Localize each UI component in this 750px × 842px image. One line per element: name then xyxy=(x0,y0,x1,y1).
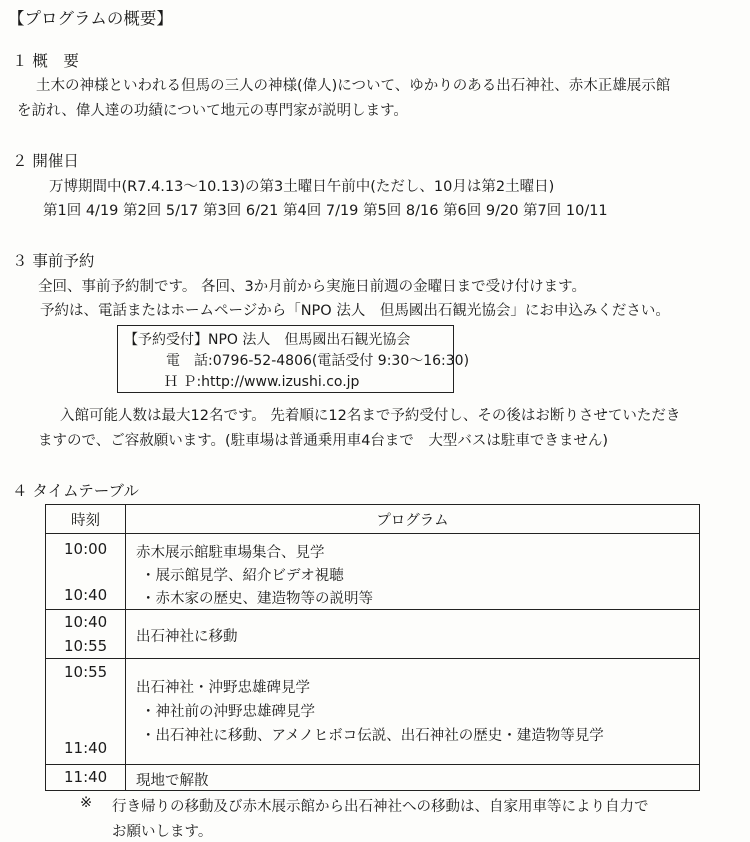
row-start-time: 10:40 xyxy=(64,613,108,631)
table-row xyxy=(46,534,700,610)
note-mark: ※ xyxy=(80,795,93,811)
capacity-line-1: 入館可能人数は最大12名です。 先着順に12名まで予約受付し、その後はお断りさせていただき xyxy=(60,408,681,424)
row-program-item: ・展示館見学、紹介ビデオ視聴 xyxy=(141,568,344,584)
row-program-item: ・赤木家の歴史、建造物等の説明等 xyxy=(141,591,373,607)
reservation-contact-box xyxy=(117,325,470,393)
dates-heading: ２ 開催日 xyxy=(12,152,79,170)
table-row xyxy=(46,659,700,765)
table-row xyxy=(46,610,700,659)
reservation-heading: ３ 事前予約 xyxy=(12,252,95,270)
time-column-header: 時刻 xyxy=(46,505,126,534)
page-title: 【プログラムの概要】 xyxy=(8,9,173,28)
row-start-time: 10:00 xyxy=(64,540,108,558)
reservation-line-2: 予約は、電話またはホームページから「NPO 法人 但馬國出石観光協会」にお申込みください。 xyxy=(40,303,670,319)
contact-website[interactable]: Ｈ Ｐ:http://www.izushi.co.jp xyxy=(164,374,360,390)
row-end-time: 10:55 xyxy=(64,637,108,655)
table-row xyxy=(46,765,700,791)
row-program-item: ・出石神社に移動、アメノヒボコ伝説、出石神社の歴史・建造物等見学 xyxy=(141,728,604,744)
note-line-1: 行き帰りの移動及び赤木展示館から出石神社への移動は、自家用車等により自力で xyxy=(112,799,649,815)
row-start-time: 10:55 xyxy=(64,663,108,681)
row-start-time: 11:40 xyxy=(64,768,108,786)
overview-line-1: 土木の神様といわれる但馬の三人の神様(偉人)について、ゆかりのある出石神社、赤木正雄展示館 xyxy=(36,78,671,94)
timetable-heading: ４ タイムテーブル xyxy=(12,482,139,500)
row-end-time: 10:40 xyxy=(64,586,108,604)
dates-schedule: 第1回 4/19 第2回 5/17 第3回 6/21 第4回 7/19 第5回 8/16 第6回 9/20 第7回 10/11 xyxy=(43,203,608,219)
contact-phone: 電 話:0796-52-4806(電話受付 9:30～16:30) xyxy=(166,353,470,369)
row-end-time: 11:40 xyxy=(64,739,108,757)
contact-label: 【予約受付】NPO 法人 但馬國出石観光協会 xyxy=(124,332,411,348)
overview-heading: １ 概 要 xyxy=(12,52,79,70)
row-program-item: ・神社前の沖野忠雄碑見学 xyxy=(141,704,315,720)
note-line-2: お願いします。 xyxy=(112,824,213,840)
row-program-title: 出石神社に移動 xyxy=(136,629,238,645)
row-program-title: 赤木展示館駐車場集合、見学 xyxy=(136,545,325,561)
capacity-line-2: ますので、ご容赦願います。(駐車場は普通乗用車4台まで 大型バスは駐車できません) xyxy=(38,433,609,449)
row-program-title: 現地で解散 xyxy=(136,773,209,789)
timetable-header-row xyxy=(46,505,700,534)
dates-period: 万博期間中(R7.4.13～10.13)の第3土曜日午前中(ただし、10月は第2土曜日) xyxy=(49,179,555,195)
overview-line-2: を訪れ、偉人達の功績について地元の専門家が説明します。 xyxy=(17,103,408,119)
reservation-line-1: 全回、事前予約制です。 各回、3か月前から実施日前週の金曜日まで受け付けます。 xyxy=(38,279,587,295)
timetable xyxy=(45,504,700,791)
program-column-header: プログラム xyxy=(126,505,700,534)
row-program-title: 出石神社・沖野忠雄碑見学 xyxy=(136,680,310,696)
